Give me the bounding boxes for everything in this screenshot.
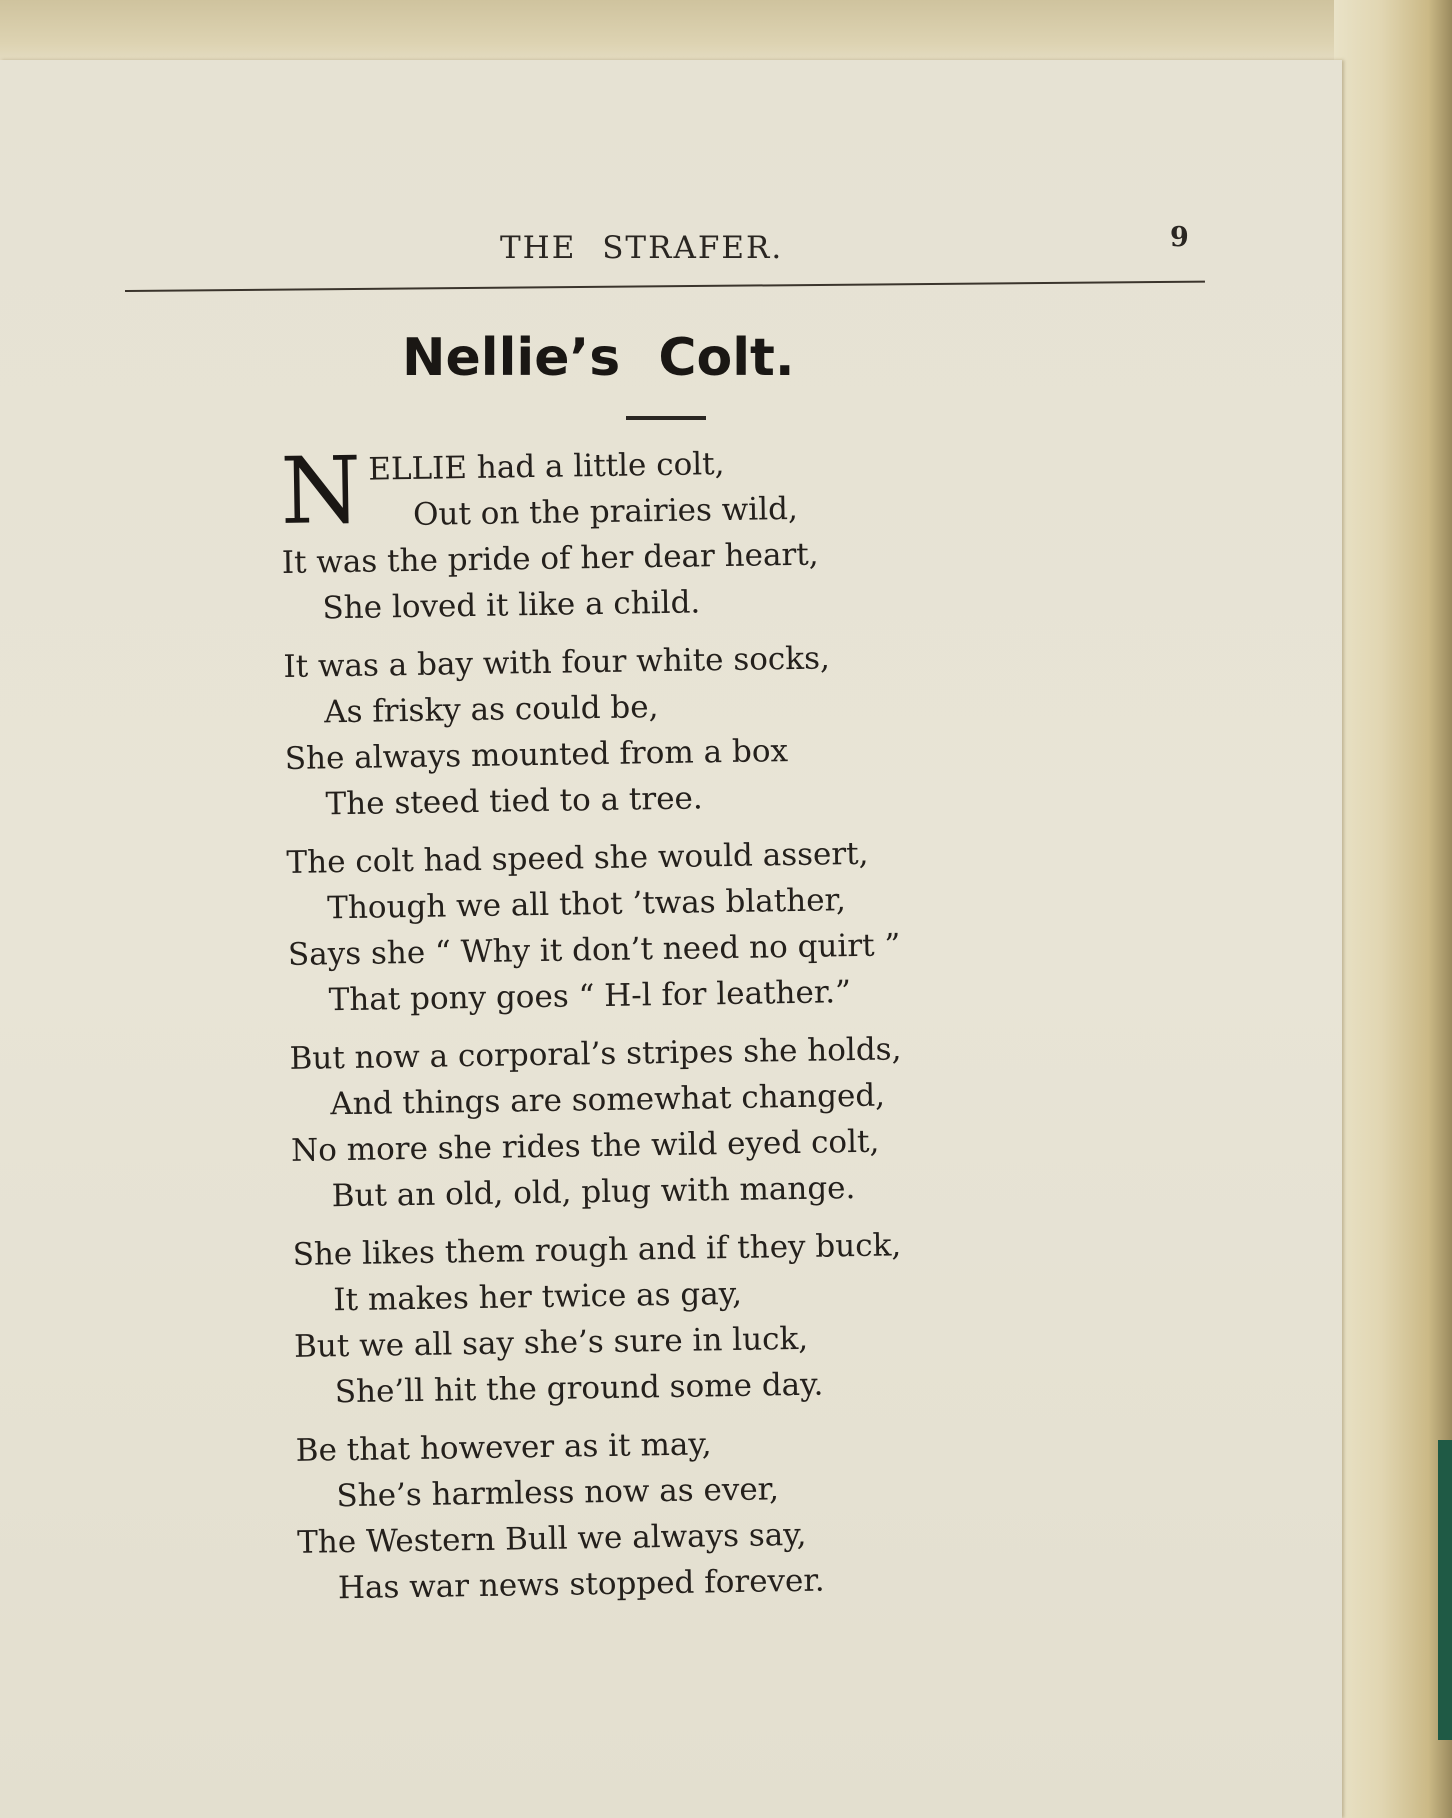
poem-line: But an old, old, plug with mange. (331, 1170, 856, 1215)
poem-line: Be that however as it may, (295, 1426, 712, 1469)
poem-line: The Western Bull we always say, (296, 1516, 807, 1561)
drop-cap: N (279, 436, 363, 545)
header-rule (125, 281, 1205, 292)
book-page (0, 60, 1342, 1818)
poem-line: It was a bay with four white socks, (283, 640, 831, 685)
stanza-1 (280, 436, 1043, 632)
poem-body (280, 436, 1058, 1624)
page-number: 9 (1170, 222, 1189, 253)
title-rule (626, 416, 706, 420)
poem-line: She’s harmless now as ever, (336, 1471, 780, 1515)
poem-line: Though we all thot ’twas blather, (326, 882, 847, 927)
stanza-3 (286, 828, 1049, 1024)
poem-line: But now a corporal’s stripes she holds, (289, 1031, 902, 1077)
poem-line: And things are somewhat changed, (330, 1077, 886, 1123)
poem-line: The steed tied to a tree. (325, 780, 703, 823)
poem-line: She loved it like a child. (322, 584, 701, 627)
stanza-6 (295, 1416, 1058, 1612)
poem-line: Says she “ Why it don’t need no quirt ” (287, 927, 901, 973)
poem-line: But we all say she’s sure in luck, (293, 1320, 809, 1365)
poem-line-text: ELLIE had a little colt, (368, 446, 725, 488)
poem-line: She likes them rough and if they buck, (292, 1227, 902, 1273)
poem-line: She’ll hit the ground some day. (334, 1366, 824, 1411)
poem-line: It makes her twice as gay, (333, 1275, 743, 1319)
stanza-5 (292, 1220, 1055, 1416)
poem-line: Has war news stopped forever. (337, 1562, 825, 1607)
poem-line: As frisky as could be, (323, 689, 659, 731)
stanza-2 (283, 632, 1046, 828)
poem-line: The colt had speed she would assert, (286, 835, 869, 881)
running-title: THE STRAFER. (500, 230, 784, 266)
poem-line: No more she rides the wild eyed colt, (290, 1123, 880, 1169)
poem-line: It was the pride of her dear heart, (281, 536, 819, 581)
poem-line-text: Out on the prairies wild, (412, 490, 799, 533)
cover-green-strip (1438, 1440, 1452, 1740)
cover-top-edge (0, 0, 1452, 62)
poem-title: Nellie’s Colt. (402, 328, 795, 388)
cover-right-edge (1334, 0, 1452, 1818)
poem-line: She always mounted from a box (284, 733, 789, 777)
stanza-4 (289, 1024, 1052, 1220)
poem-line: That pony goes “ H-l for leather.” (328, 974, 852, 1019)
